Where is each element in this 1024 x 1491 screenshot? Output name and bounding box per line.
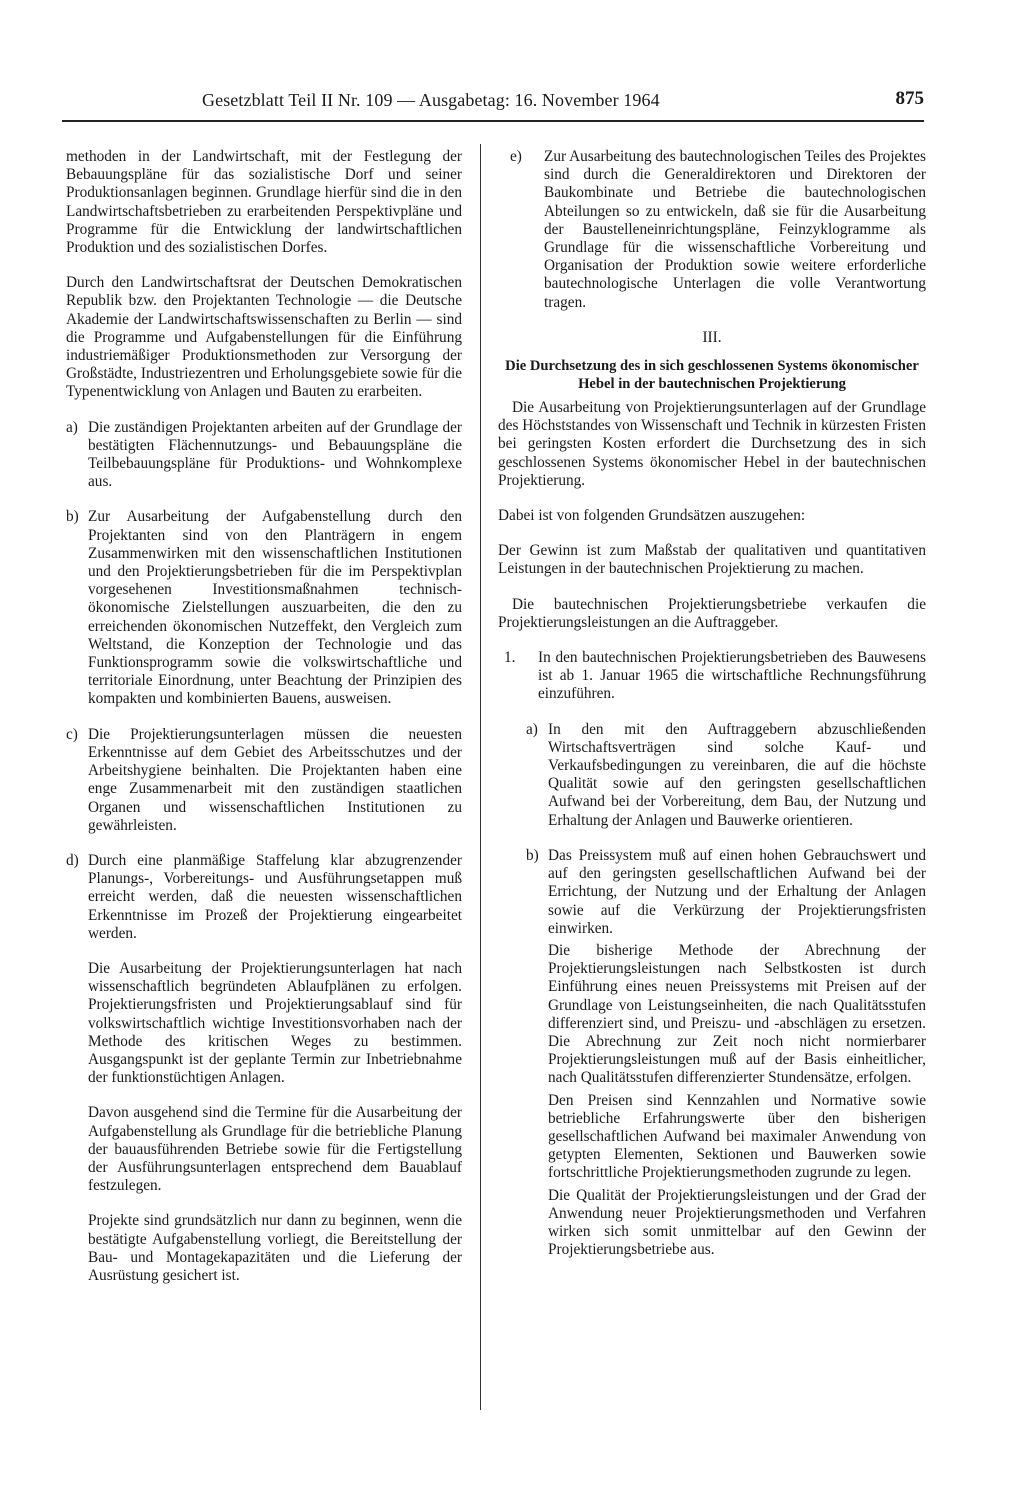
paragraph: Der Gewinn ist zum Maßstab der qualitativen und quantitativen Leistungen in der bautechnischen Projektierung zu machen. — [498, 542, 926, 578]
numbered-item-1 — [504, 649, 926, 704]
item-label: a) — [66, 418, 78, 436]
sub-item-a — [526, 721, 926, 830]
item-label: c) — [66, 725, 78, 743]
page-header — [62, 86, 924, 122]
page-number: 875 — [895, 88, 924, 109]
header-title: Gesetzblatt Teil II Nr. 109 — Ausgabetag: 16. November 1964 — [202, 90, 660, 110]
item-text: In den mit den Auftraggebern abzuschließenden Wirtschaftsverträgen sind solche Kauf- und Verkaufsbedingungen zu vereinbaren, die auf die höchste Qualität sowie auf den geringsten gesellschaftlichen Aufwand bei der Vorbereitung, dem Bau, der Nutzung und Erhaltung der Anlagen und Bauwerke orientieren. — [548, 720, 926, 829]
section-title: Die Durchsetzung des in sich geschlossenen Systems ökonomischer Hebel in der bautechnischen Projektierung — [505, 358, 919, 393]
paragraph: Dabei ist von folgenden Grundsätzen auszugehen: — [498, 507, 806, 525]
paragraph: Projekte sind grundsätzlich nur dann zu beginnen, wenn die bestätigte Aufgabenstellung vorliegt, die Bereitstellung der Bau- und Montagekapazitäten und die Lieferung der Ausrüstung gesichert ist. — [88, 1212, 462, 1284]
item-label: b) — [66, 508, 79, 526]
list-item-e — [510, 148, 926, 312]
item-label: e) — [510, 148, 522, 165]
paragraph: Den Preisen sind Kennzahlen und Normative sowie betriebliche Erfahrungswerte über den bisherigen gesellschaftlichen Aufwand bei maximaler Anwendung von getypten Elementen, Sektionen und Bauwerken sowie fortschrittliche Projektierungsmethoden zugrunde zu legen. — [548, 1091, 926, 1182]
item-text: In den bautechnischen Projektierungsbetrieben des Bauwesens ist ab 1. Januar 1965 die wirtschaftliche Rechnungsführung einzuführen. — [538, 649, 926, 703]
item-text: Die zuständigen Projektanten arbeiten auf der Grundlage der bestätigten Flächennutzungs- und Bebauungspläne die Teilbebauungspläne für Produktions- und Wohnkomplexe aus. — [88, 418, 462, 491]
paragraph: Die Ausarbeitung von Projektierungsunterlagen auf der Grundlage des Höchststandes von Wissenschaft und Technik in kürzesten Fristen bei geringsten Kosten erfordert die Durchsetzung des in sich geschlossenen Systems ökonomischer Hebel in der bautechnischen Projektierung. — [498, 399, 926, 489]
right-column — [498, 148, 926, 1263]
column-divider — [480, 144, 481, 1410]
item-label: a) — [526, 720, 538, 738]
paragraph: Die Ausarbeitung der Projektierungsunterlagen hat nach wissenschaftlich begründeten Ablaufplänen zu erfolgen. Projektierungsfristen und Projektierungsablauf sind für volkswirtschaftlich wichtige Investitionsvorhaben nach der Methode des kritischen Weges zu bestimmen. Ausgangspunkt ist der geplante Termin zur Inbetriebnahme der funktionstüchtigen Anlagen. — [88, 959, 462, 1087]
paragraph: methoden in der Landwirtschaft, mit der Festlegung der Bebauungspläne für das sozialistische Dorf und seiner Produktionsanlagen beginnen. Grundlage hierfür sind die in den Landwirtschaftsbetrieben zu erarbeitenden Perspektivpläne und Programme für die Entwicklung der landwirtschaftlichen Produktion und des sozialistischen Dorfes. — [66, 148, 462, 257]
section-number: III. — [702, 328, 722, 346]
paragraph: Durch den Landwirtschaftsrat der Deutschen Demokratischen Republik bzw. den Projektanten Technologie — die Deutsche Akademie der Landwirtschaftswissenschaften zu Berlin — sind die Programme und Aufgabenstellungen für die Einführung industriemäßiger Produktionsmethoden zur Versorgung der Großstädte, Industriezentren und Erholungsgebiete sowie für die Typenentwicklung von Anlagen und Bauten zu erarbeiten. — [66, 274, 462, 401]
item-text: Zur Ausarbeitung des bautechnologischen Teiles des Projektes sind durch die Generaldirektoren und Direktoren der Baukombinate und Betriebe die bautechnologischen Abteilungen so zu entwickeln, daß sie für die Ausarbeitung der Baustelleneinrichtungspläne, Feinzyklogramme als Grundlage für die wissenschaftliche Vorbereitung und Organisation der Produktion sowie weitere erforderliche bautechnologische Unterlagen die volle Verantwortung tragen. — [544, 148, 926, 311]
paragraph: Die Qualität der Projektierungsleistungen und der Grad der Anwendung neuer Projektierungsmethoden und Verfahren wirken sich somit unmittelbar auf den Gewinn der Projektierungsbetriebe aus. — [548, 1186, 926, 1259]
item-label: b) — [526, 846, 539, 864]
list-item-a — [66, 419, 462, 492]
item-label: d) — [66, 851, 79, 869]
paragraph: Davon ausgehend sind die Termine für die Ausarbeitung der Aufgabenstellung als Grundlage für die betriebliche Planung der bauausführenden Betriebe sowie für die Fertigstellung der Ausführungsunterlagen entsprechend dem Bauablauf festzulegen. — [88, 1104, 462, 1195]
list-item-b — [66, 508, 462, 708]
item-label: 1. — [504, 649, 516, 667]
item-text: Zur Ausarbeitung der Aufgabenstellung durch den Projektanten sind von den Planträgern in engem Zusammenwirken mit den wissenschaftlichen Institutionen und den Projektierungsbetrieben für die im Perspektivplan vorgesehenen Investitionsmaßnahmen technisch-ökonomische Zielstellungen auszuarbeiten, die den zu erreichenden ökonomischen Nutzeffekt, den Vergleich zum Weltstand, die Konzeption der Technologie und das Funktionsprogramm sowie die volkswirtschaftliche und territoriale Einordnung, unter Beachtung der Prinzipien des kompakten und kombinierten Bauens, ausweisen. — [88, 508, 462, 708]
left-column — [66, 148, 462, 1302]
item-text: Das Preissystem muß auf einen hohen Gebrauchswert und auf den geringsten gesellschaftlichen Aufwand bei der Errichtung, der Nutzung und der Erhaltung der Anlagen sowie auf die Verkürzung der Projektierungsfristen einwirken. — [548, 846, 926, 937]
item-text: Die Projektierungsunterlagen müssen die neuesten Erkenntnisse auf dem Gebiet des Arbeitsschutzes und der Arbeitshygiene beinhalten. Die Projektanten haben eine enge Zusammenarbeit mit den zuständigen staatlichen Organen und wissenschaftlichen Institutionen zu gewährleisten. — [88, 725, 462, 834]
list-item-d — [66, 852, 462, 943]
paragraph: Die bisherige Methode der Abrechnung der Projektierungsleistungen nach Selbstkosten ist durch Einführung eines neuen Preissystems mit Preisen auf der Grundlage von Leistungseinheiten, die nach Qualitätsstufen differenziert sind, und Preiszu- und -abschlägen zu ersetzen. Die Abrechnung zur Zeit noch nicht normierbarer Projektierungsleistungen muß auf der Basis einheitlicher, nach Qualitätsstufen differenzierter Stundensätze, erfolgen. — [548, 941, 926, 1087]
paragraph: Die bautechnischen Projektierungsbetriebe verkaufen die Projektierungsleistungen an die Auftraggeber. — [498, 595, 926, 631]
sub-item-b — [526, 847, 926, 938]
item-text: Durch eine planmäßige Staffelung klar abzugrenzender Planungs-, Vorbereitungs- und Ausführungsetappen muß erreicht werden, daß die neuesten wissenschaftlichen Erkenntnisse im Prozeß der Projektierung eingearbeitet werden. — [88, 851, 462, 942]
list-item-c — [66, 726, 462, 835]
